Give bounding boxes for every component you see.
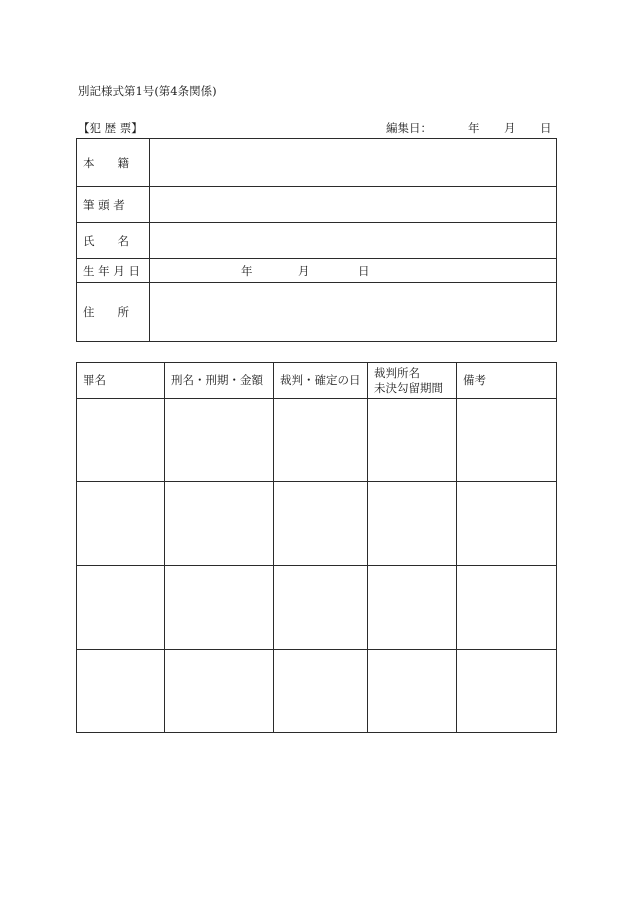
header-court-line2: 未決勾留期間 <box>374 380 443 395</box>
cell-decision-date[interactable] <box>274 566 368 650</box>
row-hittousha <box>77 187 557 223</box>
dob-day: 日 <box>358 263 370 278</box>
field-seinengappi[interactable] <box>150 259 557 283</box>
personal-info-table <box>76 138 557 342</box>
dob-year: 年 <box>241 263 253 278</box>
cell-court[interactable] <box>368 566 457 650</box>
crime-record-table <box>76 362 557 733</box>
cell-crime-name[interactable] <box>77 399 165 482</box>
cell-crime-name[interactable] <box>77 650 165 733</box>
cell-decision-date[interactable] <box>274 399 368 482</box>
cell-remarks[interactable] <box>457 566 557 650</box>
crime-row <box>77 650 557 733</box>
label-shimei: 氏 名 <box>77 223 150 259</box>
field-jusho[interactable] <box>150 283 557 342</box>
row-honseki <box>77 139 557 187</box>
cell-crime-name[interactable] <box>77 566 165 650</box>
form-title: 別記様式第1号(第4条関係) <box>78 84 217 98</box>
cell-sentence[interactable] <box>165 482 274 566</box>
cell-remarks[interactable] <box>457 399 557 482</box>
cell-court[interactable] <box>368 482 457 566</box>
header-court-line1: 裁判所名 <box>374 366 420 381</box>
cell-crime-name[interactable] <box>77 482 165 566</box>
cell-court[interactable] <box>368 650 457 733</box>
header-remarks: 備考 <box>457 363 557 399</box>
dob-month: 月 <box>298 263 310 278</box>
cell-decision-date[interactable] <box>274 650 368 733</box>
cell-remarks[interactable] <box>457 482 557 566</box>
cell-sentence[interactable] <box>165 399 274 482</box>
header-crime-name: 罪名 <box>77 363 165 399</box>
edit-date-label: 編集日： <box>386 121 432 135</box>
record-label: 【犯 歴 票】 <box>78 121 143 135</box>
cell-remarks[interactable] <box>457 650 557 733</box>
crime-row <box>77 399 557 482</box>
label-seinengappi: 生 年 月 日 <box>77 259 150 283</box>
header-court <box>368 363 457 399</box>
row-jusho <box>77 283 557 342</box>
edit-date-year: 年 <box>468 121 480 135</box>
cell-court[interactable] <box>368 399 457 482</box>
label-jusho: 住 所 <box>77 283 150 342</box>
row-seinengappi <box>77 259 557 283</box>
cell-sentence[interactable] <box>165 650 274 733</box>
edit-date-day: 日 <box>540 121 552 135</box>
field-honseki[interactable] <box>150 139 557 187</box>
label-honseki: 本 籍 <box>77 139 150 187</box>
crime-header-row <box>77 363 557 399</box>
field-hittousha[interactable] <box>150 187 557 223</box>
edit-date-month: 月 <box>504 121 516 135</box>
header-decision-date: 裁判・確定の日 <box>274 363 368 399</box>
row-shimei <box>77 223 557 259</box>
header-sentence: 刑名・刑期・金額 <box>165 363 274 399</box>
field-shimei[interactable] <box>150 223 557 259</box>
cell-sentence[interactable] <box>165 566 274 650</box>
crime-row <box>77 566 557 650</box>
crime-row <box>77 482 557 566</box>
cell-decision-date[interactable] <box>274 482 368 566</box>
label-hittousha: 筆 頭 者 <box>77 187 150 223</box>
